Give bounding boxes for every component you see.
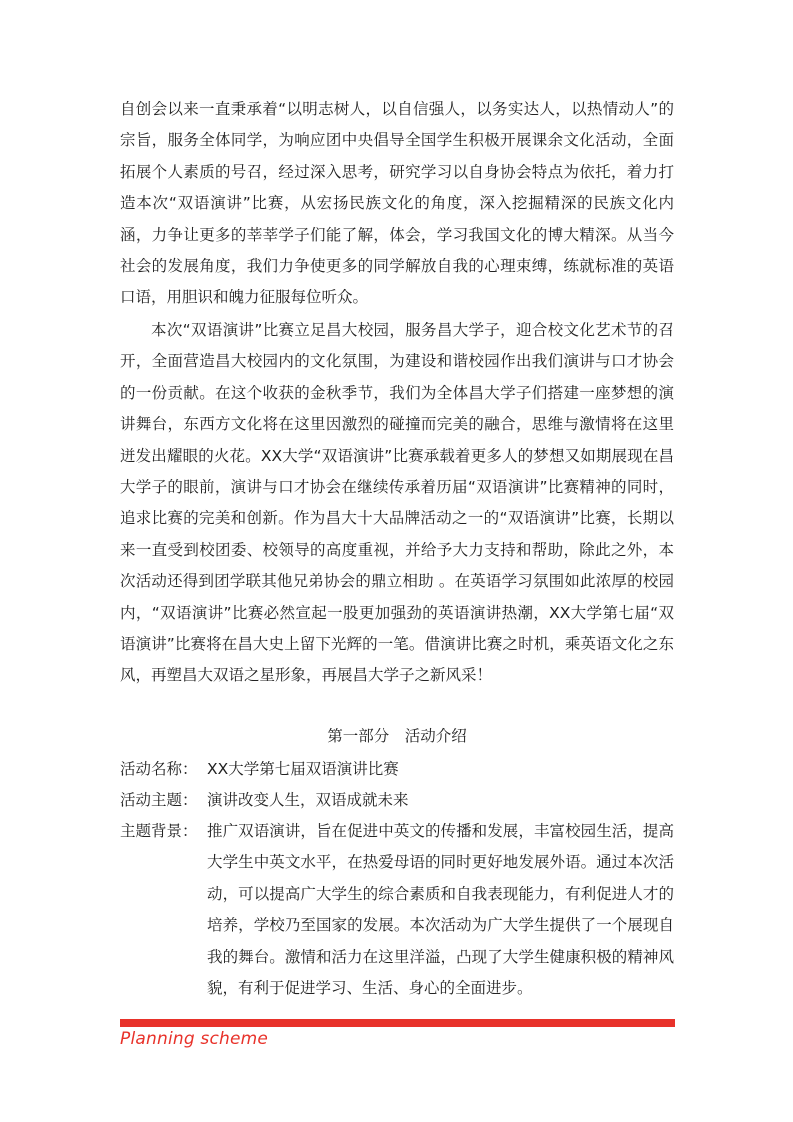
- theme-background-value: 推广双语演讲，旨在促进中英文的传播和发展，丰富校园生活，提高大学生中英文水平，在热爱母语的同时更好地发展外语。通过本次活动，可以提高广大学生的综合素质和自我表现能力，有利促进人才的培养，学校乃至国家的发展。本次活动为广大学生提供了一个展现自我的舞台。激情和活力在这里洋溢，凸现了大学生健康积极的精神风貌，有利于促进学习、生活、身心的全面进步。: [207, 822, 674, 998]
- footer-label: Planning scheme: [120, 1029, 269, 1049]
- theme-background-label: 主题背景：: [120, 822, 198, 840]
- footer-divider-bar: [120, 1019, 675, 1027]
- section-title: 第一部分 活动介绍: [327, 727, 467, 745]
- activity-theme-value: 演讲改变人生，双语成就未来: [207, 791, 409, 809]
- body-paragraph-2: 本次“双语演讲”比赛立足昌大校园，服务昌大学子，迎合校文化艺术节的召开，全面营造昌大校园内的文化氛围，为建设和谐校园作出我们演讲与口才协会的一份贡献。在这个收获的金秋季节，我们为全体昌大学子们搭建一座梦想的演讲舞台，东西方文化将在这里因激烈的碰撞而完美的融合，思维与激情将在这里迸发出耀眼的火花。XX大学“双语演讲”比赛承载着更多人的梦想又如期展现在昌大学子的眼前，演讲与口才协会在继续传承着历届“双语演讲”比赛精神的同时，追求比赛的完美和创新。作为昌大十大品牌活动之一的“双语演讲”比赛，长期以来一直受到校团委、校领导的高度重视，并给予大力支持和帮助，除此之外，本次活动还得到团学联其他兄弟协会的鼎立相助 。在英语学习氛围如此浓厚的校园内，“双语演讲”比赛必然宣起一股更加强劲的英语演讲热潮，XX大学第七届“双语演讲”比赛将在昌大史上留下光辉的一笔。借演讲比赛之时机，乘英语文化之东风，再塑昌大双语之星形象，再展昌大学子之新风采！: [120, 321, 674, 685]
- activity-name-row: [120, 754, 674, 785]
- body-paragraph-1: 自创会以来一直秉承着“以明志树人，以自信强人，以务实达人，以热情动人”的宗旨，服务全体同学，为响应团中央倡导全国学生积极开展课余文化活动，全面拓展个人素质的号召，经过深入思考，研究学习以自身协会特点为依托，着力打造本次“双语演讲”比赛，从宏扬民族文化的角度，深入挖掘精深的民族文化内涵，力争让更多的莘莘学子们能了解，体会，学习我国文化的博大精深。从当今社会的发展角度，我们力争使更多的同学解放自我的心理束缚，练就标准的英语口语，用胆识和魄力征服每位听众。: [120, 100, 674, 307]
- activity-theme-row: [120, 785, 674, 816]
- theme-background-row: [120, 816, 674, 1004]
- activity-name-value: XX大学第七届双语演讲比赛: [207, 760, 399, 778]
- activity-name-label: 活动名称：: [120, 760, 198, 778]
- activity-theme-label: 活动主题：: [120, 791, 198, 809]
